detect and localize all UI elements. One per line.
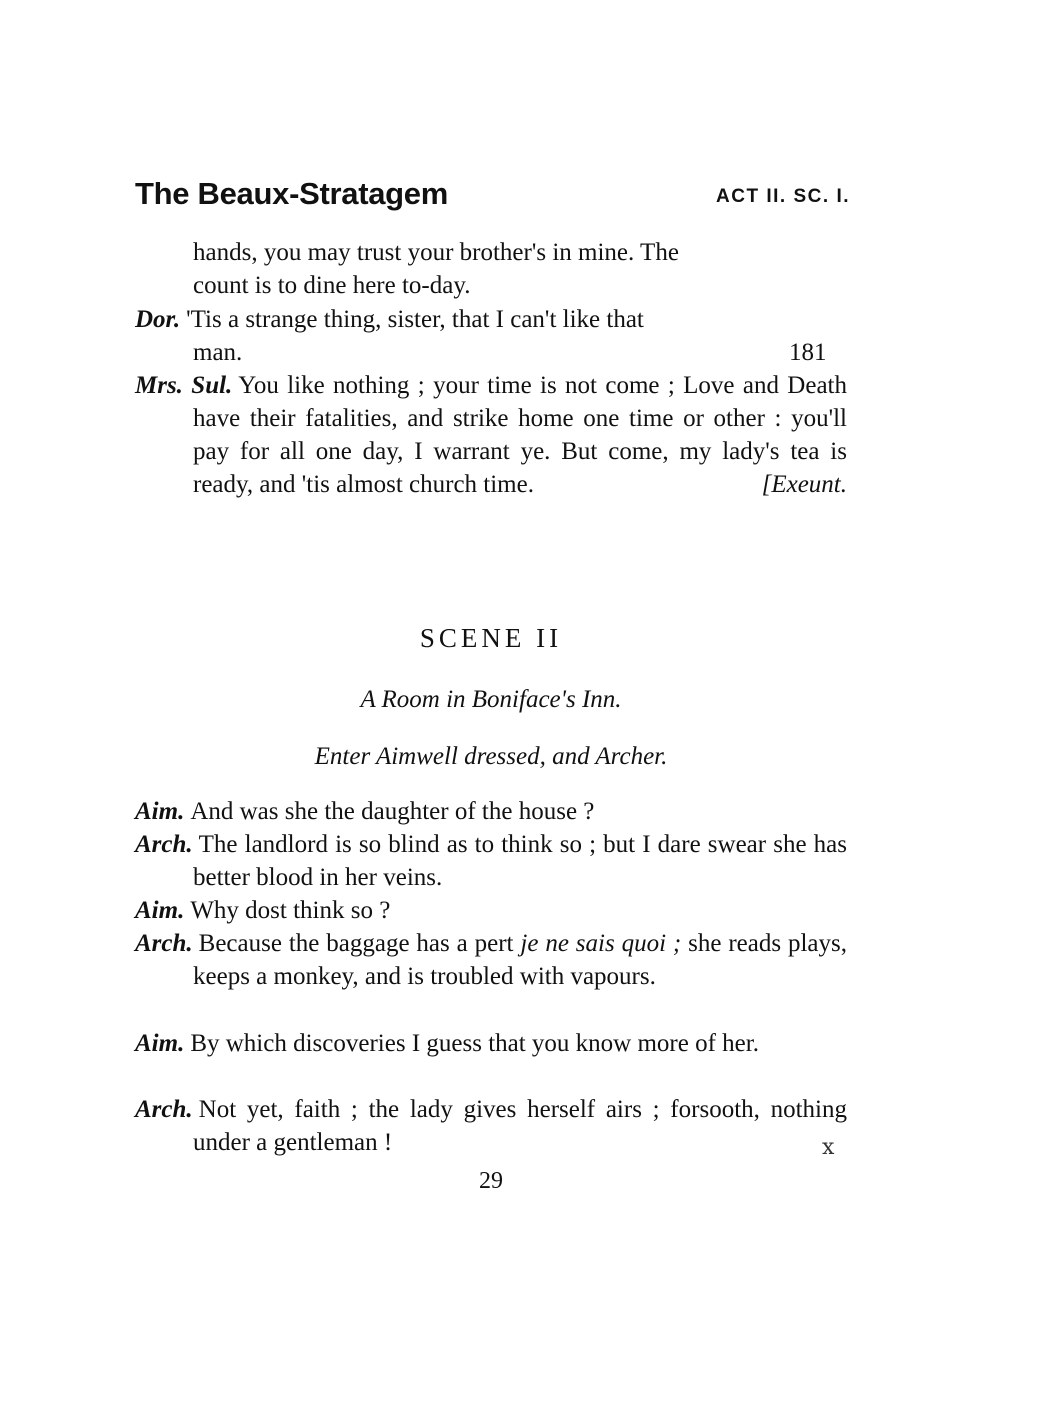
speaker-name: Dor. xyxy=(135,306,181,333)
continued-speech-line-1: hands, you may trust your brother's in mine. The xyxy=(193,239,679,266)
dor-speech: Dor. 'Tis a strange thing, sister, that I can't like that man. 181 xyxy=(135,306,827,366)
french-phrase: je ne sais quoi ; xyxy=(520,930,682,957)
dialogue-speech xyxy=(135,927,847,993)
speaker-name: Mrs. Sul. xyxy=(135,372,233,399)
scene-location: A Room in Boniface's Inn. xyxy=(360,686,622,713)
speech-text: 'Tis a strange thing, sister, that I can't like that xyxy=(186,306,644,333)
act-scene-label: ACT II. SC. I. xyxy=(716,186,850,207)
book-title: The Beaux-Stratagem xyxy=(135,176,449,211)
speech-text-cont: she reads plays, keeps a monkey, and is troubled with vapours. xyxy=(193,930,848,990)
speaker-name: Arch. xyxy=(135,930,193,957)
speaker-name: Arch. xyxy=(135,1096,193,1123)
speech-text: And was she the daughter of the house ? xyxy=(190,798,595,825)
dialogue-speech xyxy=(135,1027,847,1060)
speaker-name: Aim. xyxy=(135,798,185,825)
continued-speech xyxy=(135,236,847,302)
speech-text: The landlord is so blind as to think so ; but I dare swear she has better blood in her veins. xyxy=(193,831,847,891)
speech-text: Because the baggage has a pert xyxy=(198,930,514,957)
speech-text: Not yet, faith ; the lady gives herself airs ; forsooth, nothing under a gentleman ! xyxy=(193,1096,847,1156)
continued-speech-line-2: count is to dine here to-day. xyxy=(193,272,471,299)
running-head xyxy=(135,176,850,220)
speech-text: By which discoveries I guess that you know more of her. xyxy=(190,1030,759,1057)
dialogue-speech xyxy=(135,795,847,828)
catchword-mark: ⅹ xyxy=(822,1134,835,1159)
dialogue-speech xyxy=(135,894,847,927)
speech-text-end: man. xyxy=(193,339,243,366)
speaker-name: Aim. xyxy=(135,897,185,924)
stage-direction: Enter Aimwell dressed, and Archer. xyxy=(314,743,668,770)
exit-direction: [Exeunt. xyxy=(761,471,847,498)
mrs-sul-speech xyxy=(135,369,847,501)
page-number: 29 xyxy=(479,1168,503,1194)
scene-heading: SCENE II xyxy=(419,623,563,653)
speech-text: You like nothing ; your time is not come ; Love and Death have their fatalities, and strike home one time or other : you'll pay for all one day, I warrant ye. But come, my lady's tea is ready, and 'tis almost church time. xyxy=(193,372,847,498)
speaker-name: Arch. xyxy=(135,831,193,858)
speaker-name: Aim. xyxy=(135,1030,185,1057)
dialogue-speech xyxy=(135,1093,847,1159)
speech-text: Why dost think so ? xyxy=(190,897,391,924)
dialogue-speech xyxy=(135,828,847,894)
